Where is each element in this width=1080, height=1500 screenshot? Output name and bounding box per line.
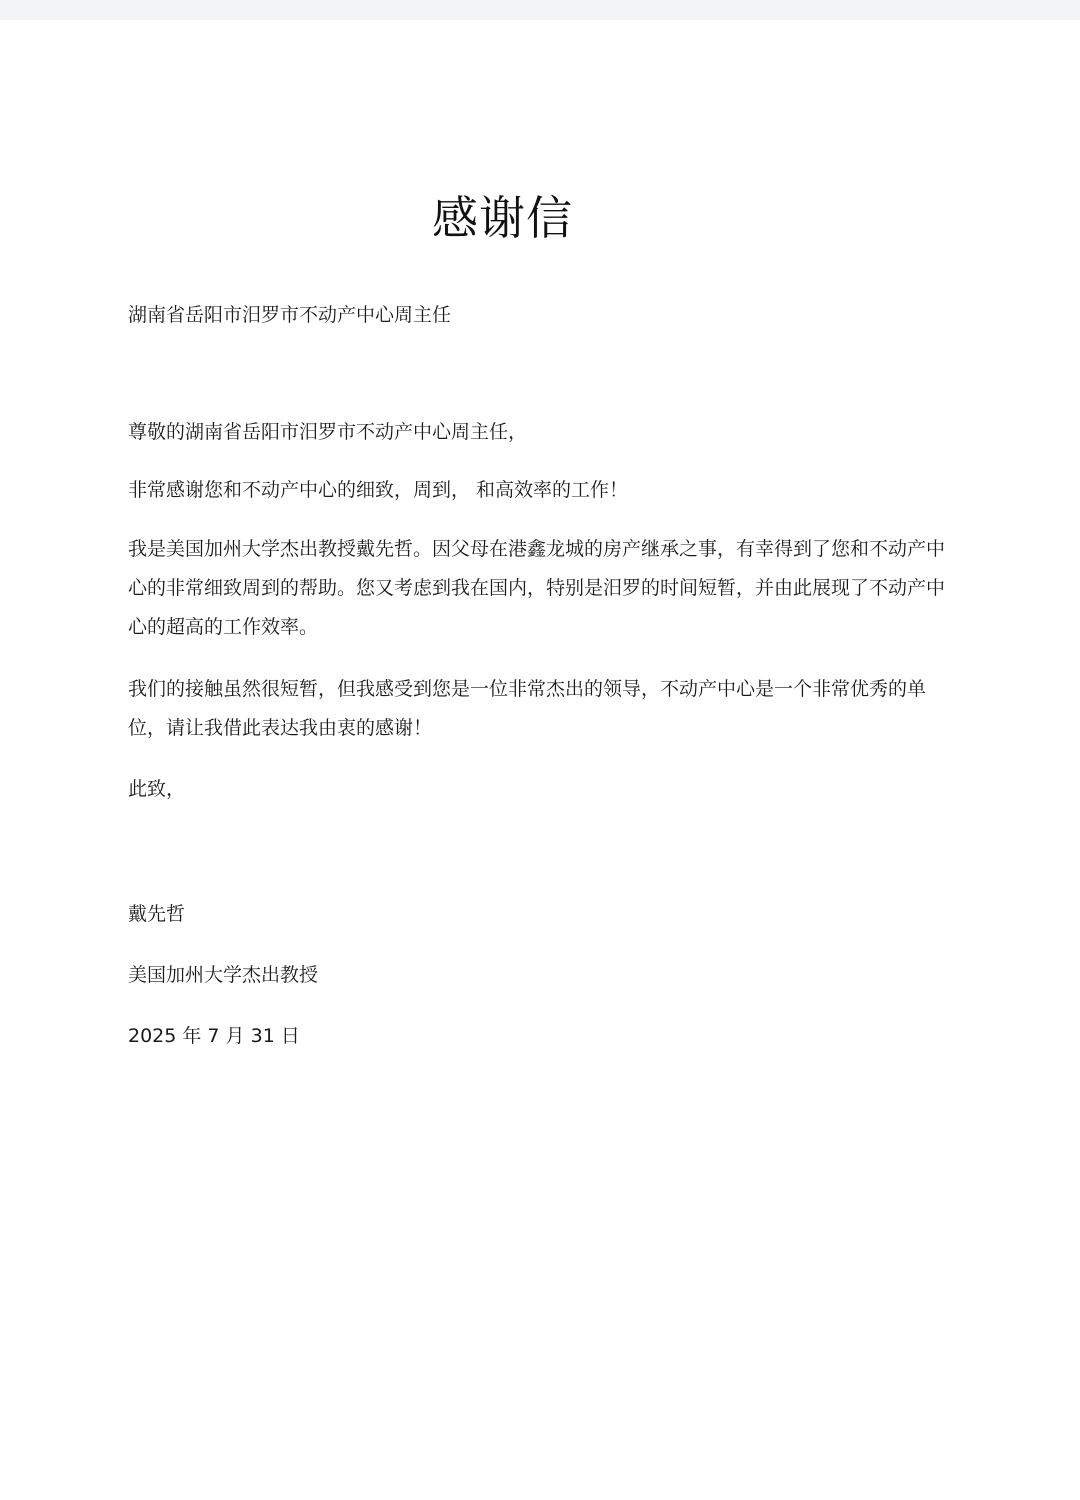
top-strip: [0, 0, 1080, 20]
salutation: 尊敬的湖南省岳阳市汨罗市不动产中心周主任，: [128, 421, 528, 443]
paragraph-1: 非常感谢您和不动产中心的细致，周到， 和高效率的工作！: [128, 479, 629, 501]
closing: 此致，: [128, 778, 186, 800]
recipient-line: 湖南省岳阳市汨罗市不动产中心周主任: [128, 304, 452, 326]
paragraph-3: 我们的接触虽然很短暂，但我感受到您是一位非常杰出的领导，不动产中心是一个非常优秀的单位，请让我借此表达我由衷的感谢！: [128, 678, 927, 739]
signature-title: 美国加州大学杰出教授: [128, 964, 319, 986]
letter-date: 2025 年 7 月 31 日: [128, 1025, 300, 1047]
letter-title: 感谢信: [432, 191, 573, 245]
document-page: [0, 20, 1080, 1500]
paragraph-2: 我是美国加州大学杰出教授戴先哲。因父母在港鑫龙城的房产继承之事，有幸得到了您和不动产中心的非常细致周到的帮助。您又考虑到我在国内，特别是汨罗的时间短暂，并由此展现了不动产中心的超高的工作效率。: [128, 538, 946, 638]
signature-name: 戴先哲: [128, 903, 186, 925]
